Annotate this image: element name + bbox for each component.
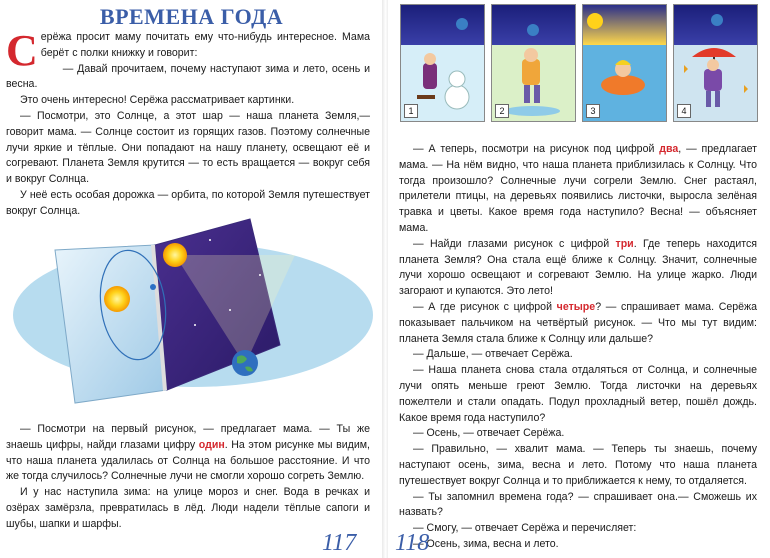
paragraph-autumn: — Наша планета снова стала отдаляться от Солнца, и солнечные лучи опять меньше греют Землю. Тогда листочки на деревьях пожелтели и стали опадать. Подул прохладный ветер, пошёл дождь. Какое время года наступило?	[399, 364, 757, 424]
panel-summer	[582, 4, 667, 122]
sun-on-book-icon	[104, 286, 130, 312]
intro-line-4: — Посмотри, это Солнце, а этот шар — наша планета Земля,— говорит мама. — Солнце состоит из горящих газов. Поэтому солнечные лучи яркие и тёплые. Они попадают на нашу планету, освещают её и согревают. Планета Земля крутится — то есть вращается — вокруг себя и вокруг Солнца.	[6, 109, 370, 186]
panel-winter	[400, 4, 485, 122]
bottom-text	[6, 422, 370, 533]
intro-line-5: У неё есть особая дорожка — орбита, по которой Земля путешествует вокруг Солнца.	[6, 188, 370, 217]
highlight-four: четыре	[556, 300, 596, 313]
highlight-three: три	[615, 237, 634, 250]
panel-number-4: 4	[677, 104, 691, 118]
paragraph-further: — Дальше, — отвечает Серёжа.	[413, 348, 573, 361]
paragraph-answer: — Смогу, — отвечает Серёжа и перечисляет:	[413, 522, 637, 535]
highlight-one: один	[198, 438, 225, 451]
left-page	[0, 0, 383, 558]
page-number-left: 117	[322, 530, 357, 556]
paragraph-winter: И у нас наступила зима: на улице мороз и снег. Вода в речках и озёрах замёрзла, превратилась в лёд. Люди надели тёплые сапоги и шубы, шапки и шарфы.	[6, 486, 370, 530]
panel-spring	[491, 4, 576, 122]
sun-icon	[585, 11, 605, 31]
big-sun-icon	[163, 243, 187, 267]
book-left-page	[55, 245, 167, 403]
intro-line-2: — Давай прочитаем, почему наступают зима и лето, осень и весна.	[6, 62, 370, 91]
earth-icon	[710, 13, 724, 27]
highlight-two: два	[659, 143, 679, 155]
panel-number-2: 2	[495, 104, 509, 118]
panel-autumn	[673, 4, 758, 122]
right-text	[399, 142, 757, 553]
panel-number-3: 3	[586, 104, 600, 118]
paragraph-explanation: — Правильно, — хвалит мама. — Теперь ты знаешь, почему наступают осень, зима, весна и лето. Потому что наша планета путешествует вокруг Солнца и то приближается к нему, то отдаляется.	[399, 443, 757, 487]
drop-cap: С	[6, 26, 38, 75]
small-earth-icon	[150, 284, 156, 290]
paragraph-fourth: — А где рисунок с цифрой четыре? — спрашивает мама. Серёжа показывает пальчиком на четвёртый рисунок. — Что мы тут видим: планета Земля стала ближе к Солнцу или дальше?	[399, 300, 758, 345]
paragraph-spring: — А теперь, посмотри на рисунок под цифрой два, — предлагает мама. — На нём видно, что наша планета приблизилась к Солнцу. Что тогда произошло? Солнечные лучи согрели Землю. Снег растаял, прилетели птицы, на деревьях появились листочки, выросла зелёная травка и цветы. Какое время года наступило? Весна! — объясняет мама.	[399, 143, 757, 234]
intro-line-3: Это очень интересно! Серёжа рассматривает картинки.	[20, 94, 295, 107]
paragraph-seasons: — Осень, зима, весна и лето.	[413, 537, 559, 550]
earth-icon	[455, 17, 469, 31]
paragraph-summer: — Найди глазами рисунок с цифрой три. Где теперь находится планета Земля? Она стала ещё ближе к Солнцу. Значит, солнечные лучи хорошо освещают и согревают Землю. На улице жарко. Люди загорают и купаются. Это лето!	[399, 237, 758, 298]
right-page	[387, 0, 770, 558]
paragraph-question: — Ты запомнил времена года? — спрашивает она.— Сможешь их назвать?	[399, 490, 757, 519]
earth-icon	[232, 350, 258, 376]
intro-text	[6, 26, 370, 220]
panel-number-1: 1	[404, 104, 418, 118]
panel-sky	[401, 5, 484, 45]
book-illustration	[5, 215, 380, 405]
page-title: ВРЕМЕНА ГОДА	[99, 4, 284, 29]
intro-line-1: ерёжа просит маму почитать ему что-нибудь интересное. Мама берёт с полки книжку и говорит:	[40, 31, 370, 59]
page-number-right: 118	[395, 530, 430, 556]
earth-icon	[526, 23, 540, 37]
paragraph-first-picture: — Посмотри на первый рисунок, — предлагает мама. — Ты же знаешь цифры, найди глазами цифру один. На этом рисунке мы видим, что наша планета удалилась от Солнца на большое расстояние. И что же тогда случилось? Солнечные лучи не смогли хорошо согреть Землю.	[6, 423, 370, 483]
paragraph-autumn-answer: — Осень, — отвечает Серёжа.	[413, 427, 565, 440]
